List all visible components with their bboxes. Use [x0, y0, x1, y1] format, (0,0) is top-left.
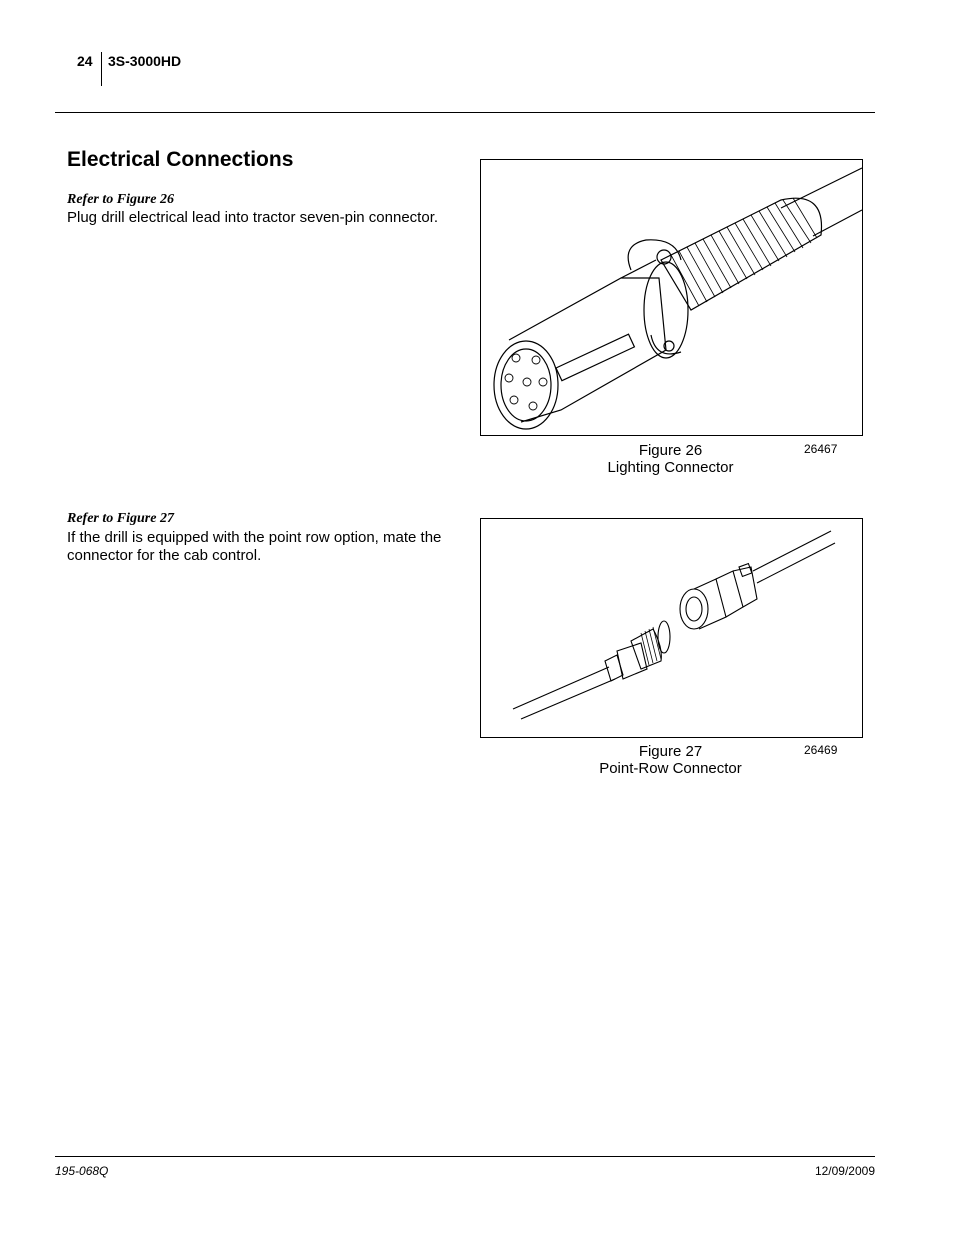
figure-26-reference: Refer to Figure 26 [67, 192, 174, 207]
footer-rule [55, 1156, 875, 1157]
figure-26-caption: Lighting Connector [607, 459, 734, 476]
point-row-connector-illustration [481, 519, 862, 737]
figure-27-number: 26469 [804, 743, 838, 757]
page-number: 24 [77, 53, 93, 69]
document-date: 12/09/2009 [814, 1164, 875, 1178]
figure-27-image [480, 518, 863, 738]
document-id: 195-068Q [55, 1164, 109, 1178]
figure-26-image [480, 159, 863, 436]
model-name: 3S-3000HD [108, 53, 182, 69]
figure-27-label: Figure 27 [638, 743, 703, 760]
figure-26-instruction: Plug drill electrical lead into tractor seven-pin connector. [67, 209, 439, 226]
figure-27-reference: Refer to Figure 27 [67, 511, 174, 526]
lighting-connector-illustration [481, 160, 862, 435]
section-title: Electrical Connections [67, 148, 294, 171]
figure-27-caption: Point-Row Connector [599, 760, 742, 777]
figure-26-number: 26467 [804, 442, 838, 456]
figure-26-label: Figure 26 [638, 442, 703, 459]
figure-27-instruction: If the drill is equipped with the point row option, mate the connector for the cab control. [67, 529, 442, 564]
header-rule [55, 112, 875, 113]
header-divider [101, 52, 102, 86]
